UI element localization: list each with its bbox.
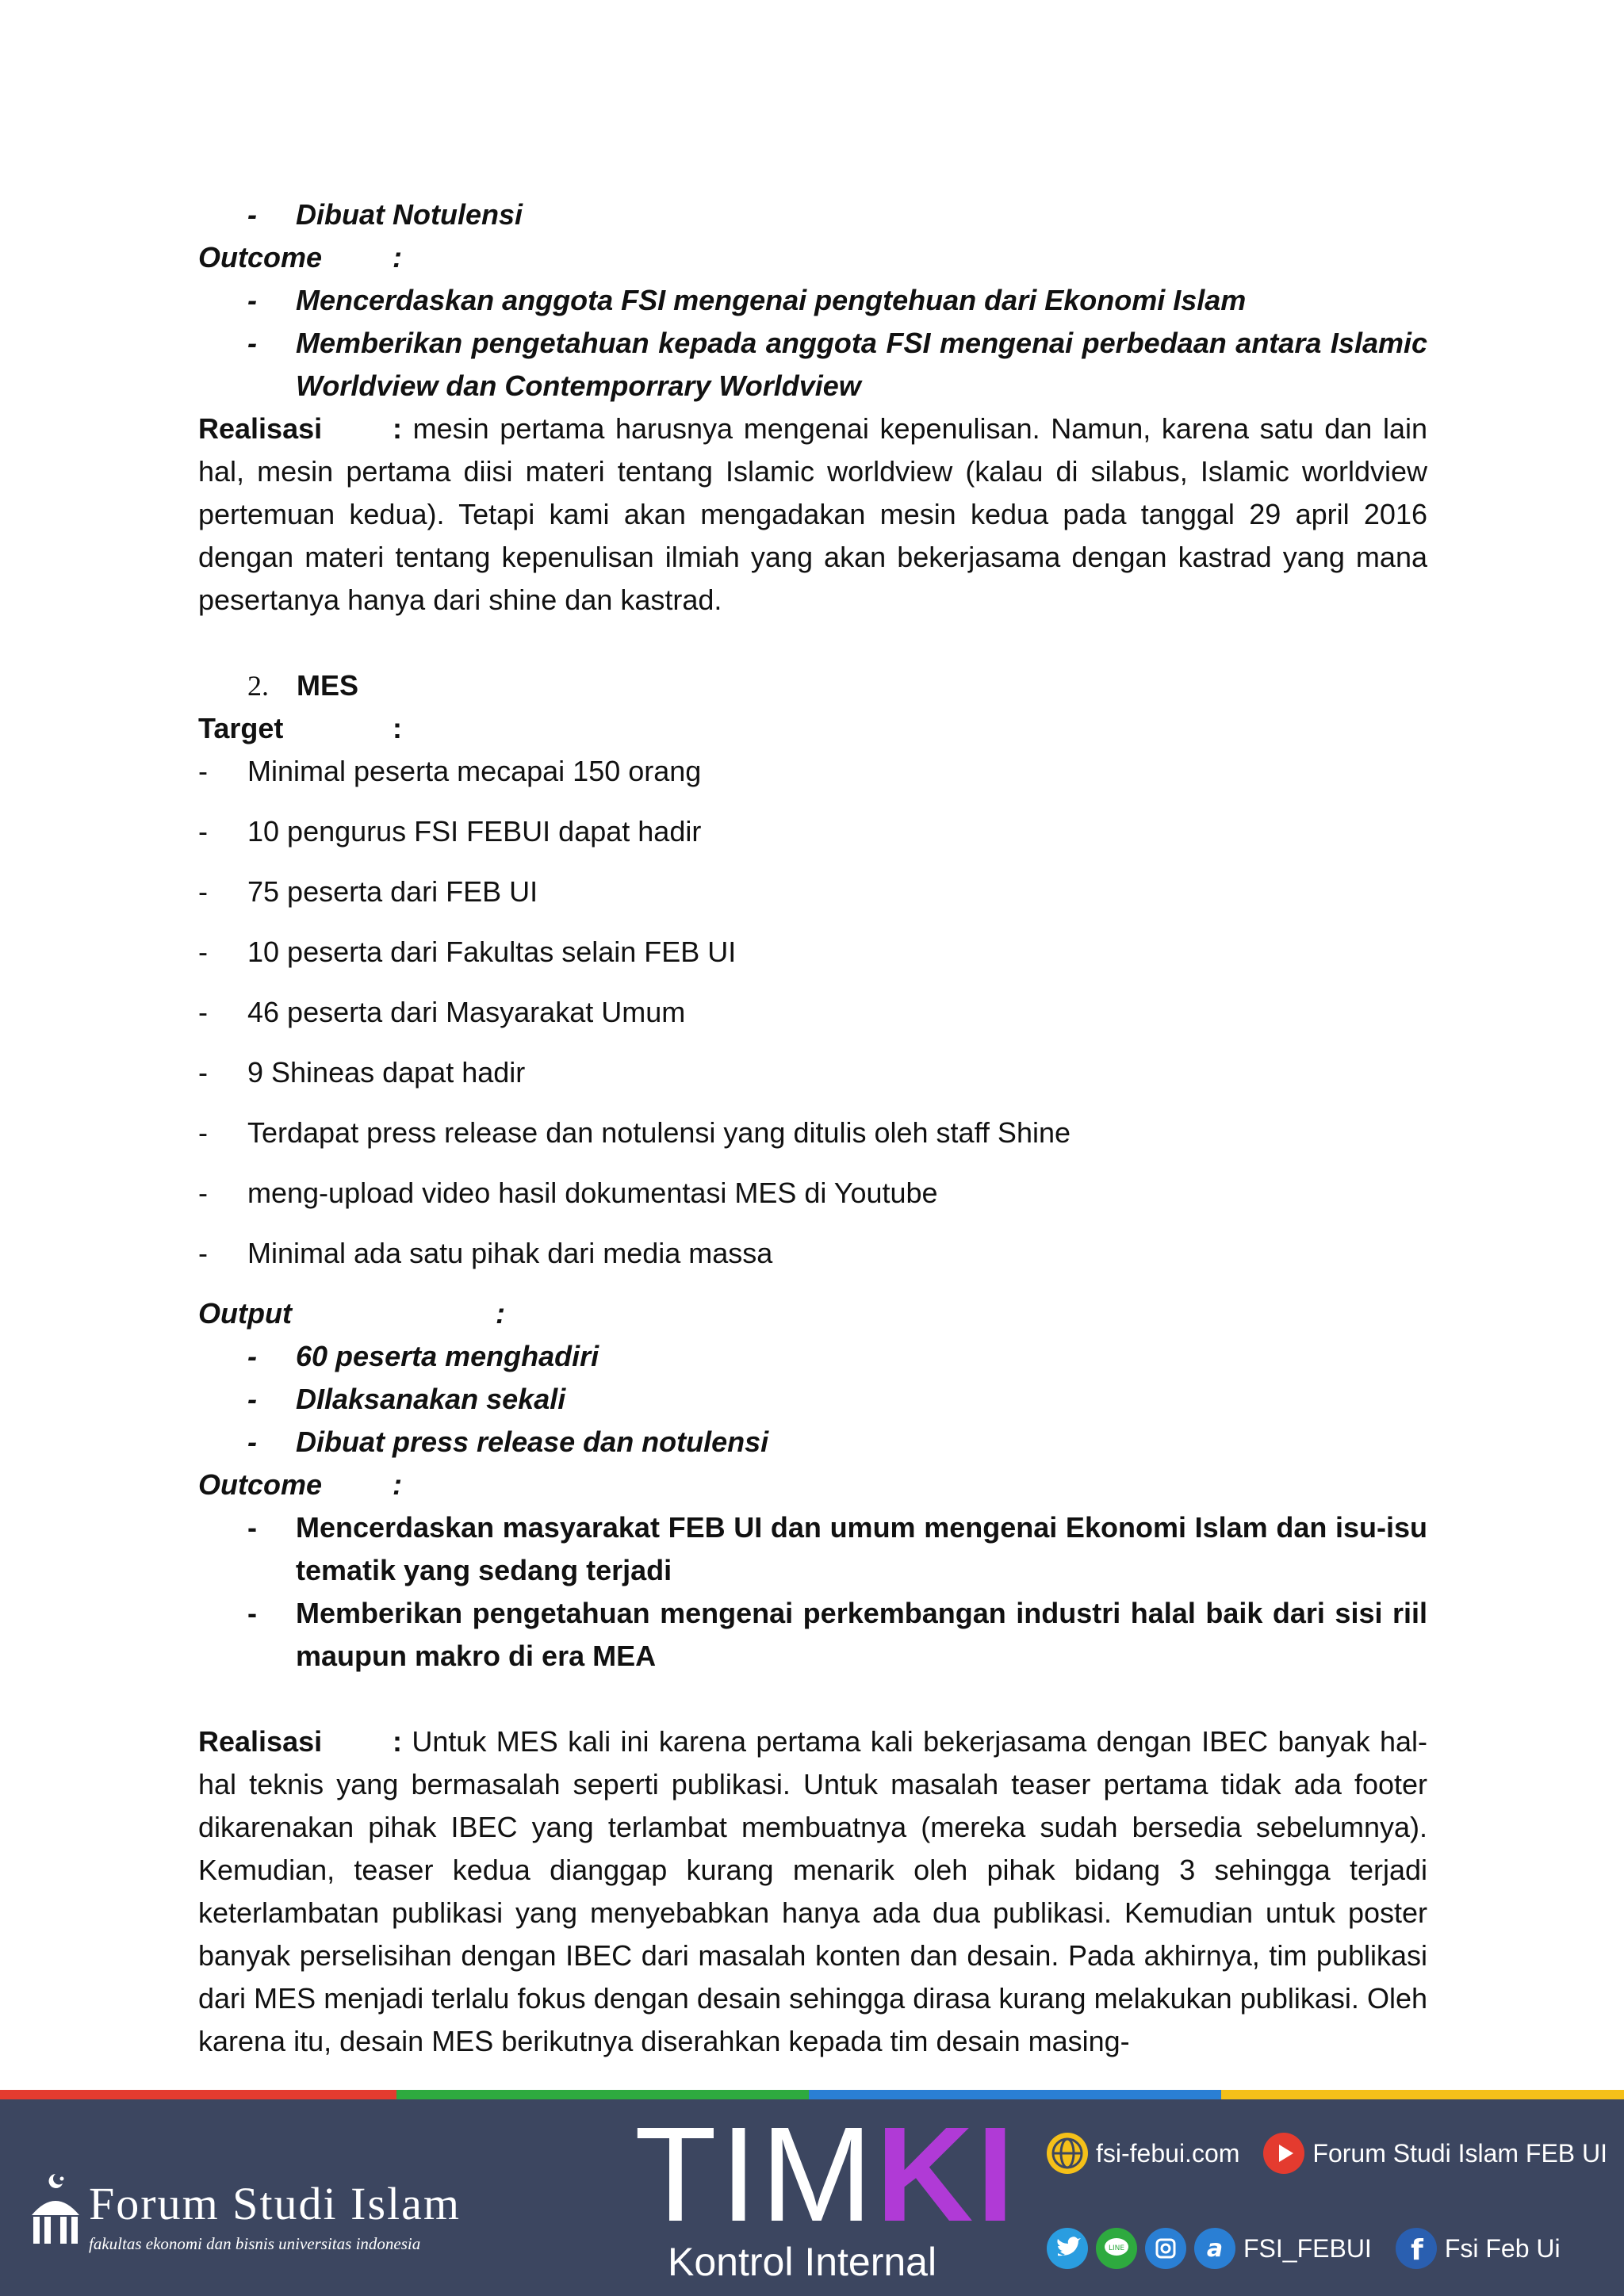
realisasi-label: Realisasi [198,412,323,445]
fsi-emblem-icon [24,2169,87,2248]
list-item: - Terdapat press release dan notulensi yang ditulis oleh staff Shine [198,1116,1071,1149]
list-item: - Minimal ada satu pihak dari media massa [198,1237,773,1269]
list-item: - 10 peserta dari Fakultas selain FEB UI [198,936,737,968]
bullet-dash: - [247,198,257,231]
section-number: 2. [247,670,269,702]
outcome-heading: Outcome : [198,1464,1427,1506]
output-heading: Output : [198,1292,1427,1335]
outcome-label: Outcome [198,241,323,274]
list-item: - Mencerdaskan anggota FSI mengenai pengtehuan dari Ekonomi Islam [247,284,1247,316]
facebook-link[interactable]: Fsi Feb Ui [1444,2233,1561,2263]
list-item: - meng-upload video hasil dokumentasi MES di Youtube [198,1177,938,1209]
realisasi-text: Untuk MES kali ini karena pertama kali bekerjasama dengan IBEC banyak hal-hal teknis yang bermasalah seperti publikasi. Untuk masalah teaser pertama tidak ada footer dikarenakan pihak IBEC yang terlambat membuatnya (mereka sudah bersedia sebelumnya). Kemudian, teaser kedua dianggap kurang menarik oleh pihak bidang 3 sehingga terjadi keterlambatan publikasi yang menyebabkan hanya ada dua publikasi. Kemudian untuk poster banyak perselisihan dengan IBEC dari masalah konten dan desain. Pada akhirnya, tim publikasi dari MES menjadi terlalu fokus dengan desain sehingga dirasa kurang melakukan publikasi. Oleh karena itu, desain MES berikutnya diserahkan kepada tim desain masing- [198,1725,1427,2057]
list-item: - 9 Shineas dapat hadir [198,1056,526,1089]
list-item: - 10 pengurus FSI FEBUI dapat hadir [198,815,702,848]
list-item: - 75 peserta dari FEB UI [198,875,538,908]
list-item: - 46 peserta dari Masyarakat Umum [198,996,686,1028]
list-item: - Memberikan pengetahuan kepada anggota FSI mengenai perbedaan antara Islamic Worldview dan Contemporrary Worldview [247,327,1427,402]
realisasi-paragraph: Realisasi : Untuk MES kali ini karena pertama kali bekerjasama dengan IBEC banyak hal-hal teknis yang bermasalah seperti publikasi. Untuk masalah teaser pertama tidak ada footer dikarenakan pihak IBEC yang terlambat membuatnya (mereka sudah bersedia sebelumnya). Kemudian, teaser kedua dianggap kurang menarik oleh pihak bidang 3 sehingga terjadi keterlambatan publikasi yang menyebabkan hanya ada dua publikasi. Kemudian untuk poster banyak perselisihan dengan IBEC dari masalah konten dan desain. Pada akhirnya, tim publikasi dari MES menjadi terlalu fokus dengan desain sehingga dirasa kurang melakukan publikasi. Oleh karena itu, desain MES berikutnya diserahkan kepada tim desain masing- [198,1720,1427,2063]
org-name: Forum Studi Islam [89,2178,462,2229]
outcome-heading: Outcome : [198,236,1427,279]
list-item: - DIlaksanakan sekali [247,1383,566,1415]
youtube-link[interactable]: Forum Studi Islam FEB UI [1312,2138,1608,2168]
document-body [198,193,1427,2063]
outcome-label: Outcome [198,1468,323,1501]
section-title: MES [297,669,359,702]
svg-text:f: f [1410,2234,1423,2267]
realisasi-text: mesin pertama harusnya mengenai kepenulisan. Namun, karena satu dan lain hal, mesin pertama diisi materi tentang Islamic worldview (kalau di silabus, Islamic worldview pertemuan kedua). Tetapi kami akan mengadakan mesin kedua pada tanggal 29 april 2016 dengan materi tentang kepenulisan ilmiah yang akan bekerjasama dengan kastrad yang mana pesertanya hanya dari shine dan kastrad. [198,412,1427,616]
timki-wordmark: TIMKI [634,2099,1017,2250]
line-app-icon [1096,2228,1137,2269]
timki-subtitle: Kontrol Internal [668,2240,937,2284]
svg-text:a: a [1206,2235,1224,2263]
list-item: - Memberikan pengetahuan mengenai perkembangan industri halal baik dari sisi riil maupun makro di era MEA [247,1597,1427,1672]
list-item: - Mencerdaskan masyarakat FEB UI dan umum mengenai Ekonomi Islam dan isu-isu tematik yang sedang terjadi [247,1511,1427,1586]
social-handle[interactable]: FSI_FEBUI [1243,2233,1372,2263]
target-list [198,750,1427,1275]
top-bullet-text: Dibuat Notulensi [296,198,523,231]
social-links [1047,2130,1618,2288]
fsi-logo [24,2161,595,2280]
website-link[interactable]: fsi-febui.com [1096,2138,1240,2168]
list-item [198,193,1427,236]
realisasi-paragraph: Realisasi : mesin pertama harusnya mengenai kepenulisan. Namun, karena satu dan lain hal, mesin pertama diisi materi tentang Islamic worldview (kalau di silabus, Islamic worldview pertemuan kedua). Tetapi kami akan mengadakan mesin kedua pada tanggal 29 april 2016 dengan materi tentang kepenulisan ilmiah yang akan bekerjasama dengan kastrad yang mana pesertanya hanya dari shine dan kastrad. [198,408,1427,622]
facebook-icon [1396,2228,1437,2269]
timki-logo [634,2099,1017,2288]
svg-text:LINE: LINE [1108,2244,1125,2252]
list-item: - Minimal peserta mecapai 150 orang [198,755,702,787]
footer-banner [0,2090,1624,2296]
target-heading: Target : [198,707,1427,750]
footer-stripe-green [396,2090,809,2099]
org-subtitle: fakultas ekonomi dan bisnis universitas indonesia [89,2234,421,2253]
twitter-icon [1047,2228,1088,2269]
globe-icon [1047,2133,1088,2174]
footer-stripe-red [0,2090,396,2099]
target-label: Target [198,712,284,744]
output-label: Output [198,1297,292,1330]
realisasi-label: Realisasi [198,1725,323,1758]
handles-line [1047,2225,1561,2272]
youtube-icon [1263,2133,1304,2174]
footer-stripe-blue [809,2090,1221,2099]
website-line [1047,2130,1607,2177]
list-item: - Dibuat press release dan notulensi [247,1425,769,1458]
instagram-icon [1145,2228,1186,2269]
footer-stripe-yellow [1221,2090,1624,2099]
list-item: - 60 peserta menghadiri [247,1340,599,1372]
section-heading [198,664,1427,707]
ask-fm-icon [1194,2228,1235,2269]
